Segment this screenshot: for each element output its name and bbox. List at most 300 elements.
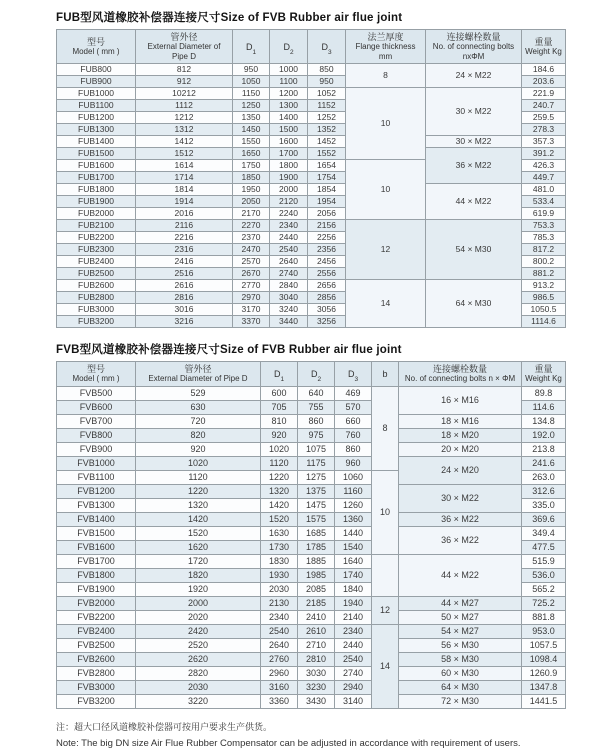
d2-cell: 2340 <box>270 220 308 232</box>
d2-cell: 2120 <box>270 196 308 208</box>
d2-cell: 2240 <box>270 208 308 220</box>
d3-cell: 1352 <box>308 124 346 136</box>
connecting-bolts-cell: 24 × M20 <box>399 456 522 484</box>
d3-cell: 1640 <box>335 554 372 568</box>
pipe-diameter-cell: 2216 <box>136 232 233 244</box>
model-cell: FUB1600 <box>57 160 136 172</box>
weight-cell: 357.3 <box>522 136 566 148</box>
d2-cell: 860 <box>298 414 335 428</box>
d3-cell: 3056 <box>308 304 346 316</box>
d2-cell: 1900 <box>270 172 308 184</box>
d1-cell: 2270 <box>233 220 270 232</box>
d1-cell: 2130 <box>261 596 298 610</box>
model-cell: FUB2600 <box>57 280 136 292</box>
weight-cell: 192.0 <box>522 428 566 442</box>
table-row <box>57 554 566 568</box>
weight-cell: 986.5 <box>522 292 566 304</box>
d1-cell: 1420 <box>261 498 298 512</box>
d2-cell: 2000 <box>270 184 308 196</box>
d2-cell: 755 <box>298 400 335 414</box>
connecting-bolts-cell: 60 × M30 <box>399 666 522 680</box>
table-row <box>57 136 566 148</box>
table-row <box>57 386 566 400</box>
d1-cell: 2760 <box>261 652 298 666</box>
model-cell: FVB700 <box>57 414 136 428</box>
weight-cell: 1260.9 <box>522 666 566 680</box>
pipe-diameter-cell: 1914 <box>136 196 233 208</box>
pipe-diameter-cell: 1714 <box>136 172 233 184</box>
model-cell: FVB800 <box>57 428 136 442</box>
connecting-bolts-cell: 20 × M20 <box>399 442 522 456</box>
table-row <box>57 484 566 498</box>
flange-thickness-cell: 8 <box>346 64 426 88</box>
d2-cell: 3040 <box>270 292 308 304</box>
model-cell: FVB900 <box>57 442 136 456</box>
d2-cell: 975 <box>298 428 335 442</box>
model-cell: FUB2300 <box>57 244 136 256</box>
header-row <box>57 30 566 64</box>
column-header: 管外径 External Diameter of Pipe D <box>136 30 233 64</box>
d2-cell: 1100 <box>270 76 308 88</box>
pipe-diameter-cell: 2420 <box>136 624 261 638</box>
pipe-diameter-cell: 3220 <box>136 694 261 708</box>
d3-cell: 1260 <box>335 498 372 512</box>
connecting-bolts-cell: 64 × M30 <box>426 280 522 328</box>
pipe-diameter-cell: 1220 <box>136 484 261 498</box>
weight-cell: 335.0 <box>522 498 566 512</box>
pipe-diameter-cell: 3016 <box>136 304 233 316</box>
table-row <box>57 88 566 100</box>
pipe-diameter-cell: 1112 <box>136 100 233 112</box>
pipe-diameter-cell: 920 <box>136 442 261 456</box>
connecting-bolts-cell: 36 × M22 <box>426 148 522 184</box>
d3-cell: 3140 <box>335 694 372 708</box>
d1-cell: 1250 <box>233 100 270 112</box>
d1-cell: 950 <box>233 64 270 76</box>
model-cell: FUB900 <box>57 76 136 88</box>
column-header: 型号 Model ( mm ) <box>57 30 136 64</box>
table-row <box>57 680 566 694</box>
d2-cell: 1175 <box>298 456 335 470</box>
d2-cell: 1500 <box>270 124 308 136</box>
d2-cell: 1300 <box>270 100 308 112</box>
model-cell: FVB2800 <box>57 666 136 680</box>
weight-cell: 134.8 <box>522 414 566 428</box>
d2-cell: 1275 <box>298 470 335 484</box>
weight-cell: 89.8 <box>522 386 566 400</box>
d2-cell: 640 <box>298 386 335 400</box>
model-cell: FVB1300 <box>57 498 136 512</box>
weight-cell: 477.5 <box>522 540 566 554</box>
d1-cell: 3370 <box>233 316 270 328</box>
d3-cell: 2440 <box>335 638 372 652</box>
model-cell: FVB1500 <box>57 526 136 540</box>
d1-cell: 1450 <box>233 124 270 136</box>
d2-cell: 1800 <box>270 160 308 172</box>
model-cell: FVB2200 <box>57 610 136 624</box>
d3-cell: 760 <box>335 428 372 442</box>
pipe-diameter-cell: 820 <box>136 428 261 442</box>
d3-cell: 1160 <box>335 484 372 498</box>
weight-cell: 349.4 <box>522 526 566 540</box>
column-header: $D_2$ <box>298 362 335 387</box>
model-cell: FVB3200 <box>57 694 136 708</box>
model-cell: FUB3200 <box>57 316 136 328</box>
pipe-diameter-cell: 812 <box>136 64 233 76</box>
d1-cell: 1550 <box>233 136 270 148</box>
model-cell: FUB2800 <box>57 292 136 304</box>
weight-cell: 369.6 <box>522 512 566 526</box>
d2-cell: 2840 <box>270 280 308 292</box>
pipe-diameter-cell: 1512 <box>136 148 233 160</box>
d1-cell: 1930 <box>261 568 298 582</box>
table-row <box>57 414 566 428</box>
model-cell: FVB1700 <box>57 554 136 568</box>
d2-cell: 2740 <box>270 268 308 280</box>
pipe-diameter-cell: 1720 <box>136 554 261 568</box>
connecting-bolts-cell: 44 × M22 <box>399 554 522 596</box>
d3-cell: 1540 <box>335 540 372 554</box>
d3-cell: 1754 <box>308 172 346 184</box>
b-thickness-cell: 12 <box>372 596 399 624</box>
d1-cell: 1630 <box>261 526 298 540</box>
weight-cell: 221.9 <box>522 88 566 100</box>
pipe-diameter-cell: 1412 <box>136 136 233 148</box>
weight-cell: 263.0 <box>522 470 566 484</box>
pipe-diameter-cell: 1120 <box>136 470 261 484</box>
d1-cell: 2170 <box>233 208 270 220</box>
model-cell: FUB1800 <box>57 184 136 196</box>
pipe-diameter-cell: 10212 <box>136 88 233 100</box>
pipe-diameter-cell: 1212 <box>136 112 233 124</box>
d3-cell: 1740 <box>335 568 372 582</box>
d3-cell: 850 <box>308 64 346 76</box>
pipe-diameter-cell: 1820 <box>136 568 261 582</box>
d1-cell: 1050 <box>233 76 270 88</box>
model-cell: FUB2500 <box>57 268 136 280</box>
weight-cell: 391.2 <box>522 148 566 160</box>
table-row <box>57 280 566 292</box>
d3-cell: 2156 <box>308 220 346 232</box>
connecting-bolts-cell: 56 × M30 <box>399 638 522 652</box>
d2-cell: 1375 <box>298 484 335 498</box>
pipe-diameter-cell: 1620 <box>136 540 261 554</box>
b-thickness-cell <box>372 554 399 596</box>
d3-cell: 860 <box>335 442 372 456</box>
d3-cell: 2540 <box>335 652 372 666</box>
d2-cell: 1400 <box>270 112 308 124</box>
weight-cell: 426.3 <box>522 160 566 172</box>
weight-cell: 1057.5 <box>522 638 566 652</box>
table-row <box>57 148 566 160</box>
header-row <box>57 362 566 387</box>
weight-cell: 1098.4 <box>522 652 566 666</box>
weight-cell: 881.2 <box>522 268 566 280</box>
model-cell: FUB2400 <box>57 256 136 268</box>
table-row <box>57 652 566 666</box>
d1-cell: 705 <box>261 400 298 414</box>
weight-cell: 241.6 <box>522 456 566 470</box>
flange-thickness-cell: 10 <box>346 160 426 220</box>
table-row <box>57 442 566 456</box>
d1-cell: 1350 <box>233 112 270 124</box>
d1-cell: 2570 <box>233 256 270 268</box>
d2-cell: 1785 <box>298 540 335 554</box>
d2-cell: 3030 <box>298 666 335 680</box>
connecting-bolts-cell: 58 × M30 <box>399 652 522 666</box>
d3-cell: 469 <box>335 386 372 400</box>
d1-cell: 920 <box>261 428 298 442</box>
weight-cell: 1347.8 <box>522 680 566 694</box>
fub-table <box>56 29 566 328</box>
connecting-bolts-cell: 30 × M22 <box>426 88 522 136</box>
weight-cell: 913.2 <box>522 280 566 292</box>
connecting-bolts-cell: 36 × M22 <box>399 512 522 526</box>
d1-cell: 2340 <box>261 610 298 624</box>
table-row <box>57 624 566 638</box>
weight-cell: 619.9 <box>522 208 566 220</box>
pipe-diameter-cell: 1312 <box>136 124 233 136</box>
column-header: $D_1$ <box>233 30 270 64</box>
d2-cell: 3230 <box>298 680 335 694</box>
flange-thickness-cell: 14 <box>346 280 426 328</box>
flange-thickness-cell: 10 <box>346 88 426 160</box>
pipe-diameter-cell: 1614 <box>136 160 233 172</box>
model-cell: FVB1900 <box>57 582 136 596</box>
d3-cell: 2256 <box>308 232 346 244</box>
model-cell: FUB1700 <box>57 172 136 184</box>
model-cell: FVB2400 <box>57 624 136 638</box>
d3-cell: 1854 <box>308 184 346 196</box>
weight-cell: 278.3 <box>522 124 566 136</box>
d3-cell: 2456 <box>308 256 346 268</box>
model-cell: FUB1200 <box>57 112 136 124</box>
pipe-diameter-cell: 1320 <box>136 498 261 512</box>
d3-cell: 1060 <box>335 470 372 484</box>
d2-cell: 1075 <box>298 442 335 456</box>
table-row <box>57 512 566 526</box>
connecting-bolts-cell: 64 × M30 <box>399 680 522 694</box>
weight-cell: 536.0 <box>522 568 566 582</box>
pipe-diameter-cell: 2016 <box>136 208 233 220</box>
connecting-bolts-cell: 44 × M22 <box>426 184 522 220</box>
d3-cell: 1954 <box>308 196 346 208</box>
column-header: $D_2$ <box>270 30 308 64</box>
d3-cell: 2656 <box>308 280 346 292</box>
d3-cell: 1552 <box>308 148 346 160</box>
connecting-bolts-cell: 54 × M27 <box>399 624 522 638</box>
model-cell: FVB1000 <box>57 456 136 470</box>
table-row <box>57 526 566 540</box>
connecting-bolts-cell: 18 × M16 <box>399 414 522 428</box>
connecting-bolts-cell: 36 × M22 <box>399 526 522 554</box>
d1-cell: 1850 <box>233 172 270 184</box>
model-cell: FVB1200 <box>57 484 136 498</box>
d2-cell: 2640 <box>270 256 308 268</box>
weight-cell: 785.3 <box>522 232 566 244</box>
d3-cell: 660 <box>335 414 372 428</box>
d1-cell: 1220 <box>261 470 298 484</box>
model-cell: FVB2000 <box>57 596 136 610</box>
table-row <box>57 638 566 652</box>
d3-cell: 2556 <box>308 268 346 280</box>
model-cell: FUB800 <box>57 64 136 76</box>
d2-cell: 1200 <box>270 88 308 100</box>
model-cell: FUB3000 <box>57 304 136 316</box>
table-row <box>57 694 566 708</box>
d3-cell: 2356 <box>308 244 346 256</box>
pipe-diameter-cell: 1520 <box>136 526 261 540</box>
d2-cell: 3440 <box>270 316 308 328</box>
pipe-diameter-cell: 2516 <box>136 268 233 280</box>
model-cell: FUB2200 <box>57 232 136 244</box>
pipe-diameter-cell: 2620 <box>136 652 261 666</box>
d2-cell: 1475 <box>298 498 335 512</box>
d2-cell: 2410 <box>298 610 335 624</box>
d2-cell: 3430 <box>298 694 335 708</box>
pipe-diameter-cell: 2816 <box>136 292 233 304</box>
d1-cell: 1520 <box>261 512 298 526</box>
pipe-diameter-cell: 2000 <box>136 596 261 610</box>
pipe-diameter-cell: 2520 <box>136 638 261 652</box>
pipe-diameter-cell: 1020 <box>136 456 261 470</box>
d1-cell: 2640 <box>261 638 298 652</box>
column-header: 重量 Weight Kg <box>522 30 566 64</box>
d2-cell: 1885 <box>298 554 335 568</box>
column-header: $D_3$ <box>308 30 346 64</box>
weight-cell: 1114.6 <box>522 316 566 328</box>
d3-cell: 1452 <box>308 136 346 148</box>
connecting-bolts-cell: 44 × M27 <box>399 596 522 610</box>
model-cell: FUB1300 <box>57 124 136 136</box>
d3-cell: 2740 <box>335 666 372 680</box>
pipe-diameter-cell: 720 <box>136 414 261 428</box>
fvb-table-title: FVB型风道橡胶补偿器连接尺寸Size of FVB Rubber air flue joint <box>56 344 402 356</box>
fub-table-title: FUB型风道橡胶补偿器连接尺寸Size of FVB Rubber air flue joint <box>56 12 403 24</box>
d1-cell: 2370 <box>233 232 270 244</box>
footnotes <box>56 720 600 749</box>
d3-cell: 1440 <box>335 526 372 540</box>
d3-cell: 1940 <box>335 596 372 610</box>
model-cell: FVB3000 <box>57 680 136 694</box>
d1-cell: 600 <box>261 386 298 400</box>
model-cell: FVB2600 <box>57 652 136 666</box>
table-row <box>57 184 566 196</box>
weight-cell: 800.2 <box>522 256 566 268</box>
d1-cell: 1320 <box>261 484 298 498</box>
pipe-diameter-cell: 1814 <box>136 184 233 196</box>
d2-cell: 2540 <box>270 244 308 256</box>
model-cell: FUB1400 <box>57 136 136 148</box>
d1-cell: 2670 <box>233 268 270 280</box>
model-cell: FUB2100 <box>57 220 136 232</box>
column-header: $D_3$ <box>335 362 372 387</box>
model-cell: FVB1800 <box>57 568 136 582</box>
d2-cell: 2810 <box>298 652 335 666</box>
table-row <box>57 428 566 442</box>
weight-cell: 1050.5 <box>522 304 566 316</box>
d3-cell: 1654 <box>308 160 346 172</box>
d3-cell: 1840 <box>335 582 372 596</box>
d3-cell: 1360 <box>335 512 372 526</box>
d2-cell: 1700 <box>270 148 308 160</box>
column-header: 连接螺栓数量 No. of connecting bolts n × ΦM <box>399 362 522 387</box>
weight-cell: 953.0 <box>522 624 566 638</box>
pipe-diameter-cell: 2316 <box>136 244 233 256</box>
d3-cell: 950 <box>308 76 346 88</box>
connecting-bolts-cell: 24 × M22 <box>426 64 522 88</box>
flange-thickness-cell: 12 <box>346 220 426 280</box>
weight-cell: 817.2 <box>522 244 566 256</box>
d2-cell: 2610 <box>298 624 335 638</box>
d2-cell: 3240 <box>270 304 308 316</box>
d1-cell: 1950 <box>233 184 270 196</box>
pipe-diameter-cell: 2116 <box>136 220 233 232</box>
d2-cell: 2440 <box>270 232 308 244</box>
d3-cell: 2056 <box>308 208 346 220</box>
column-header: 型号 Model ( mm ) <box>57 362 136 387</box>
column-header: 管外径 External Diameter of Pipe D <box>136 362 261 387</box>
weight-cell: 725.2 <box>522 596 566 610</box>
table-row <box>57 610 566 624</box>
model-cell: FVB1400 <box>57 512 136 526</box>
b-thickness-cell: 8 <box>372 386 399 470</box>
pipe-diameter-cell: 912 <box>136 76 233 88</box>
fvb-table <box>56 361 566 709</box>
weight-cell: 481.0 <box>522 184 566 196</box>
d2-cell: 2085 <box>298 582 335 596</box>
d2-cell: 1000 <box>270 64 308 76</box>
d2-cell: 1575 <box>298 512 335 526</box>
pipe-diameter-cell: 2820 <box>136 666 261 680</box>
pipe-diameter-cell: 2416 <box>136 256 233 268</box>
d1-cell: 1750 <box>233 160 270 172</box>
d1-cell: 3360 <box>261 694 298 708</box>
model-cell: FUB1000 <box>57 88 136 100</box>
d1-cell: 1730 <box>261 540 298 554</box>
weight-cell: 114.6 <box>522 400 566 414</box>
d2-cell: 1985 <box>298 568 335 582</box>
pipe-diameter-cell: 2616 <box>136 280 233 292</box>
footnote-chinese: 注：超大口径风道橡胶补偿器可按用户要求生产供货。 <box>56 721 273 732</box>
model-cell: FVB2500 <box>57 638 136 652</box>
column-header: 重量 Weight Kg <box>522 362 566 387</box>
d1-cell: 1650 <box>233 148 270 160</box>
d3-cell: 960 <box>335 456 372 470</box>
connecting-bolts-cell: 54 × M30 <box>426 220 522 280</box>
column-header: $D_1$ <box>261 362 298 387</box>
connecting-bolts-cell: 16 × M16 <box>399 386 522 414</box>
table-row <box>57 64 566 76</box>
d1-cell: 3170 <box>233 304 270 316</box>
column-header: 法兰厚度 Flange thickness mm <box>346 30 426 64</box>
model-cell: FUB1500 <box>57 148 136 160</box>
weight-cell: 1441.5 <box>522 694 566 708</box>
pipe-diameter-cell: 3216 <box>136 316 233 328</box>
d2-cell: 2710 <box>298 638 335 652</box>
pipe-diameter-cell: 630 <box>136 400 261 414</box>
model-cell: FVB1100 <box>57 470 136 484</box>
d1-cell: 2540 <box>261 624 298 638</box>
pipe-diameter-cell: 1420 <box>136 512 261 526</box>
d1-cell: 2960 <box>261 666 298 680</box>
d2-cell: 1600 <box>270 136 308 148</box>
model-cell: FUB1100 <box>57 100 136 112</box>
d3-cell: 2140 <box>335 610 372 624</box>
weight-cell: 259.5 <box>522 112 566 124</box>
d1-cell: 1020 <box>261 442 298 456</box>
weight-cell: 533.4 <box>522 196 566 208</box>
